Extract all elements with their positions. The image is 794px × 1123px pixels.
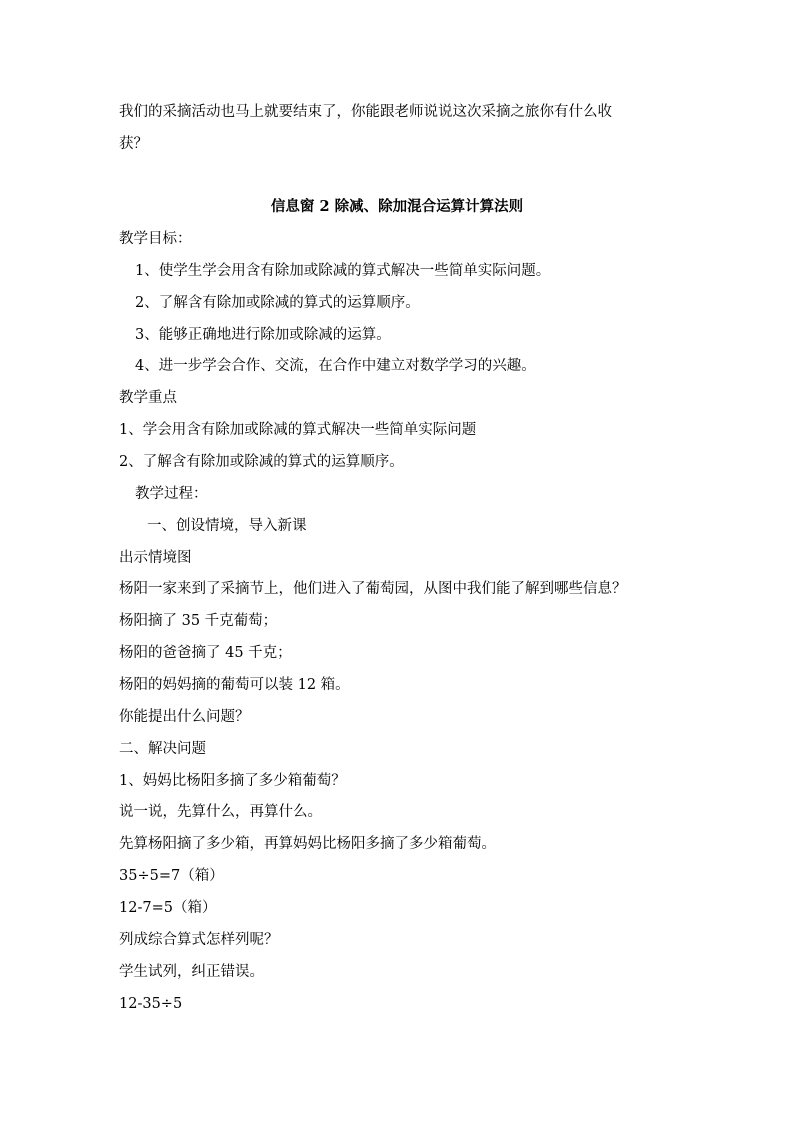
process-line: 12-7=5（箱） <box>119 900 217 916</box>
objective-item: 3、能够正确地进行除加或除减的运算。 <box>135 327 391 343</box>
process-line: 说一说，先算什么，再算什么。 <box>119 804 322 820</box>
process-line: 杨阳的爸爸摘了 45 千克； <box>119 645 292 661</box>
objective-item: 2、了解含有除加或除减的算式的运算顺序。 <box>135 295 420 311</box>
process-line: 列成综合算式怎样列呢？ <box>119 932 279 948</box>
process-line: 1、妈妈比杨阳多摘了多少箱葡萄？ <box>119 773 346 789</box>
key-points-heading: 教学重点 <box>119 390 177 406</box>
process-line: 二、解决问题 <box>119 741 206 757</box>
key-point-item: 2、了解含有除加或除减的算式的运算顺序。 <box>119 454 404 470</box>
intro-line-2: 获？ <box>119 136 148 152</box>
process-line: 先算杨阳摘了多少箱，再算妈妈比杨阳多摘了多少箱葡萄。 <box>119 836 496 852</box>
process-line: 杨阳摘了 35 千克葡萄； <box>119 613 278 629</box>
process-line: 12-35÷5 <box>119 996 183 1012</box>
section-title: 信息窗 2 除减、除加混合运算计算法则 <box>270 198 524 215</box>
process-line: 你能提出什么问题？ <box>119 709 250 725</box>
process-step-1: 一、创设情境，导入新课 <box>147 518 307 534</box>
process-line: 出示情境图 <box>119 550 192 566</box>
process-line: 杨阳的妈妈摘的葡萄可以装 12 箱。 <box>119 677 350 693</box>
process-line: 35÷5=7（箱） <box>119 868 224 884</box>
key-point-item: 1、学会用含有除加或除减的算式解决一些简单实际问题 <box>119 422 477 438</box>
process-line: 杨阳一家来到了采摘节上，他们进入了葡萄园，从图中我们能了解到哪些信息？ <box>119 581 627 597</box>
process-heading: 教学过程： <box>135 486 208 502</box>
objectives-heading: 教学目标： <box>119 231 192 247</box>
intro-line-1: 我们的采摘活动也马上就要结束了，你能跟老师说说这次采摘之旅你有什么收 <box>119 104 612 120</box>
objective-item: 1、使学生学会用含有除加或除减的算式解决一些简单实际问题。 <box>135 263 551 279</box>
process-line: 学生试列，纠正错误。 <box>119 964 264 980</box>
objective-item: 4、进一步学会合作、交流，在合作中建立对数学学习的兴趣。 <box>135 358 536 374</box>
